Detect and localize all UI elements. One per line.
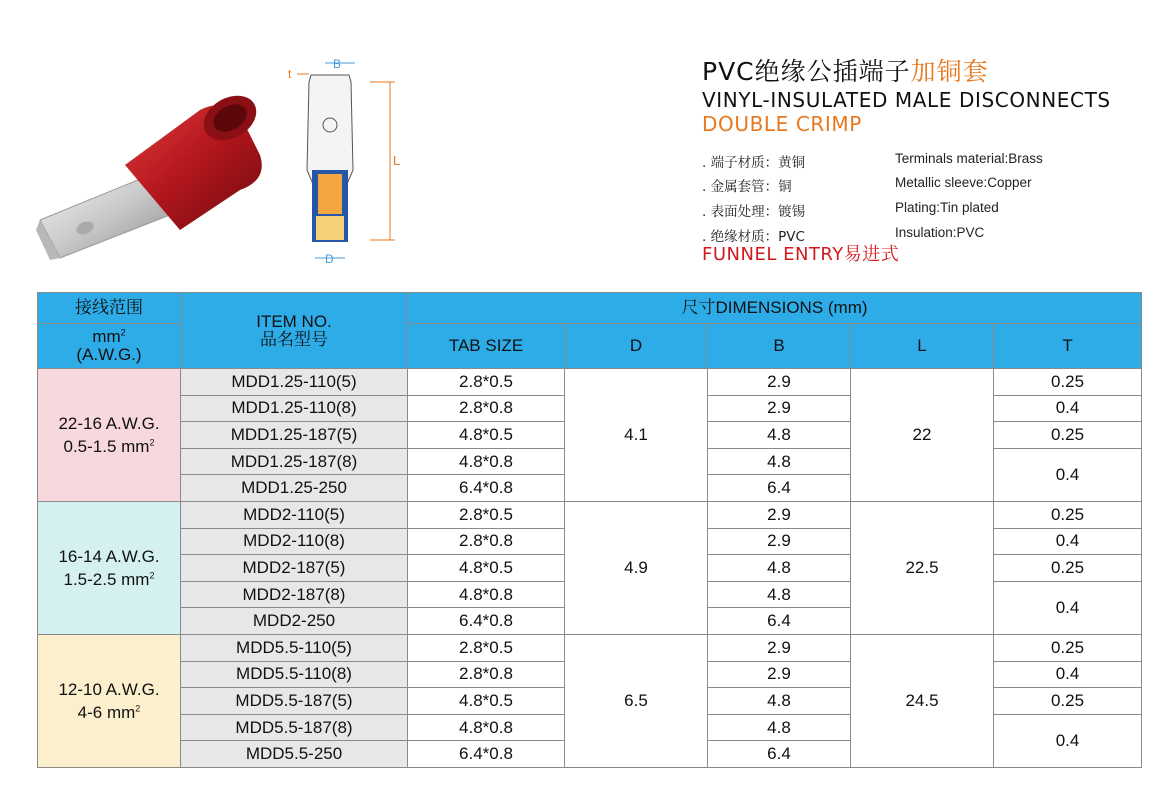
b-cell: 2.9: [708, 369, 851, 396]
header-l: L: [851, 324, 994, 369]
b-cell: 6.4: [708, 608, 851, 635]
tab-size-cell: 4.8*0.5: [408, 555, 565, 582]
table-row: [38, 634, 1142, 661]
item-no-cell: MDD1.25-187(5): [181, 422, 408, 449]
tab-size-cell: 6.4*0.8: [408, 475, 565, 502]
range-mm-sup: 2: [135, 703, 141, 714]
item-no-cell: MDD1.25-187(8): [181, 448, 408, 475]
header-range-cn: 接线范围: [38, 293, 181, 324]
range-cell: [38, 634, 181, 767]
tab-size-cell: 4.8*0.8: [408, 448, 565, 475]
range-mm: 4-6 mm: [77, 702, 136, 722]
l-cell: 22.5: [851, 501, 994, 634]
spec-cn-sleeve: . 金属套管：铜: [702, 179, 792, 195]
tab-size-cell: 4.8*0.5: [408, 422, 565, 449]
product-title-cn: [702, 52, 989, 88]
item-no-cell: MDD1.25-110(5): [181, 369, 408, 396]
b-cell: 6.4: [708, 741, 851, 768]
range-mm: 1.5-2.5 mm: [63, 569, 150, 589]
t-cell: 0.4: [994, 395, 1142, 422]
drawing-label-t: t: [288, 67, 292, 81]
tab-size-cell: 2.8*0.8: [408, 395, 565, 422]
header-item-no-en: ITEM NO.: [256, 311, 332, 331]
t-cell: 0.4: [994, 581, 1142, 634]
item-no-cell: MDD2-250: [181, 608, 408, 635]
header-unit-awg: (A.W.G.): [76, 345, 142, 364]
b-cell: 2.9: [708, 661, 851, 688]
drawing-label-b: B: [333, 57, 342, 71]
t-cell: 0.25: [994, 501, 1142, 528]
item-no-cell: MDD2-187(8): [181, 581, 408, 608]
technical-drawing: [285, 50, 415, 270]
product-title-en: VINYL-INSULATED MALE DISCONNECTS: [702, 88, 1111, 112]
item-no-cell: MDD1.25-250: [181, 475, 408, 502]
header-range-unit: [38, 324, 181, 369]
funnel-entry-label: FUNNEL ENTRY易进式: [702, 244, 900, 265]
spec-en-sleeve: Metallic sleeve:Copper: [895, 175, 1032, 190]
product-title-cn-accent: 加铜套: [910, 57, 989, 86]
tab-size-cell: 4.8*0.8: [408, 581, 565, 608]
t-cell: 0.4: [994, 528, 1142, 555]
t-cell: 0.25: [994, 422, 1142, 449]
b-cell: 2.9: [708, 501, 851, 528]
product-subtitle-en: DOUBLE CRIMP: [702, 112, 862, 136]
b-cell: 4.8: [708, 555, 851, 582]
d-cell: 4.9: [565, 501, 708, 634]
spec-cn-plating: . 表面处理：镀锡: [702, 204, 806, 220]
range-awg: 16-14 A.W.G.: [58, 546, 160, 566]
item-no-cell: MDD1.25-110(8): [181, 395, 408, 422]
t-cell: 0.4: [994, 714, 1142, 767]
b-cell: 4.8: [708, 422, 851, 449]
header-item-no: [181, 293, 408, 369]
t-cell: 0.25: [994, 634, 1142, 661]
b-cell: 4.8: [708, 688, 851, 715]
table-row: [38, 501, 1142, 528]
range-cell: [38, 369, 181, 502]
header-t: T: [994, 324, 1142, 369]
header-item-no-cn: 品名型号: [260, 329, 328, 349]
b-cell: 4.8: [708, 714, 851, 741]
item-no-cell: MDD5.5-110(8): [181, 661, 408, 688]
tab-size-cell: 4.8*0.5: [408, 688, 565, 715]
tab-size-cell: 2.8*0.5: [408, 634, 565, 661]
b-cell: 2.9: [708, 634, 851, 661]
tab-size-cell: 6.4*0.8: [408, 608, 565, 635]
tab-size-cell: 2.8*0.5: [408, 369, 565, 396]
header-unit-mm: mm: [92, 327, 121, 346]
spec-cn-material: . 端子材质：黄铜: [702, 155, 806, 171]
t-cell: 0.4: [994, 661, 1142, 688]
d-cell: 6.5: [565, 634, 708, 767]
l-cell: 22: [851, 369, 994, 502]
drawing-label-l: L: [393, 153, 401, 168]
product-photo: [30, 80, 290, 280]
item-no-cell: MDD5.5-187(5): [181, 688, 408, 715]
b-cell: 4.8: [708, 448, 851, 475]
header-d: D: [565, 324, 708, 369]
tab-size-cell: 2.8*0.5: [408, 501, 565, 528]
l-cell: 24.5: [851, 634, 994, 767]
table-row: [38, 369, 1142, 396]
item-no-cell: MDD2-110(8): [181, 528, 408, 555]
range-mm-sup: 2: [149, 570, 155, 581]
drawing-label-d: D: [325, 252, 334, 266]
b-cell: 2.9: [708, 395, 851, 422]
tab-size-cell: 2.8*0.8: [408, 528, 565, 555]
b-cell: 6.4: [708, 475, 851, 502]
tab-size-cell: 2.8*0.8: [408, 661, 565, 688]
spec-en-plating: Plating:Tin plated: [895, 200, 999, 215]
t-cell: 0.25: [994, 555, 1142, 582]
range-awg: 12-10 A.W.G.: [58, 679, 160, 699]
spec-cn-insulation: . 绝缘材质：PVC: [702, 229, 805, 245]
b-cell: 2.9: [708, 528, 851, 555]
spec-en-material: Terminals material:Brass: [895, 151, 1043, 166]
dimensions-table: [37, 292, 1142, 768]
header-tab-size: TAB SIZE: [408, 324, 565, 369]
tab-size-cell: 4.8*0.8: [408, 714, 565, 741]
range-mm: 0.5-1.5 mm: [63, 436, 150, 456]
item-no-cell: MDD2-110(5): [181, 501, 408, 528]
spec-en-insulation: Insulation:PVC: [895, 225, 985, 240]
tab-size-cell: 6.4*0.8: [408, 741, 565, 768]
t-cell: 0.25: [994, 369, 1142, 396]
range-cell: [38, 501, 181, 634]
product-title-cn-main: PVC绝缘公插端子: [702, 57, 911, 86]
header-b: B: [708, 324, 851, 369]
item-no-cell: MDD5.5-187(8): [181, 714, 408, 741]
header-unit-sup: 2: [120, 327, 126, 338]
item-no-cell: MDD5.5-250: [181, 741, 408, 768]
item-no-cell: MDD2-187(5): [181, 555, 408, 582]
t-cell: 0.25: [994, 688, 1142, 715]
b-cell: 4.8: [708, 581, 851, 608]
d-cell: 4.1: [565, 369, 708, 502]
range-mm-sup: 2: [149, 437, 155, 448]
item-no-cell: MDD5.5-110(5): [181, 634, 408, 661]
t-cell: 0.4: [994, 448, 1142, 501]
header-dimensions: 尺寸DIMENSIONS (mm): [408, 293, 1142, 324]
range-awg: 22-16 A.W.G.: [58, 413, 160, 433]
